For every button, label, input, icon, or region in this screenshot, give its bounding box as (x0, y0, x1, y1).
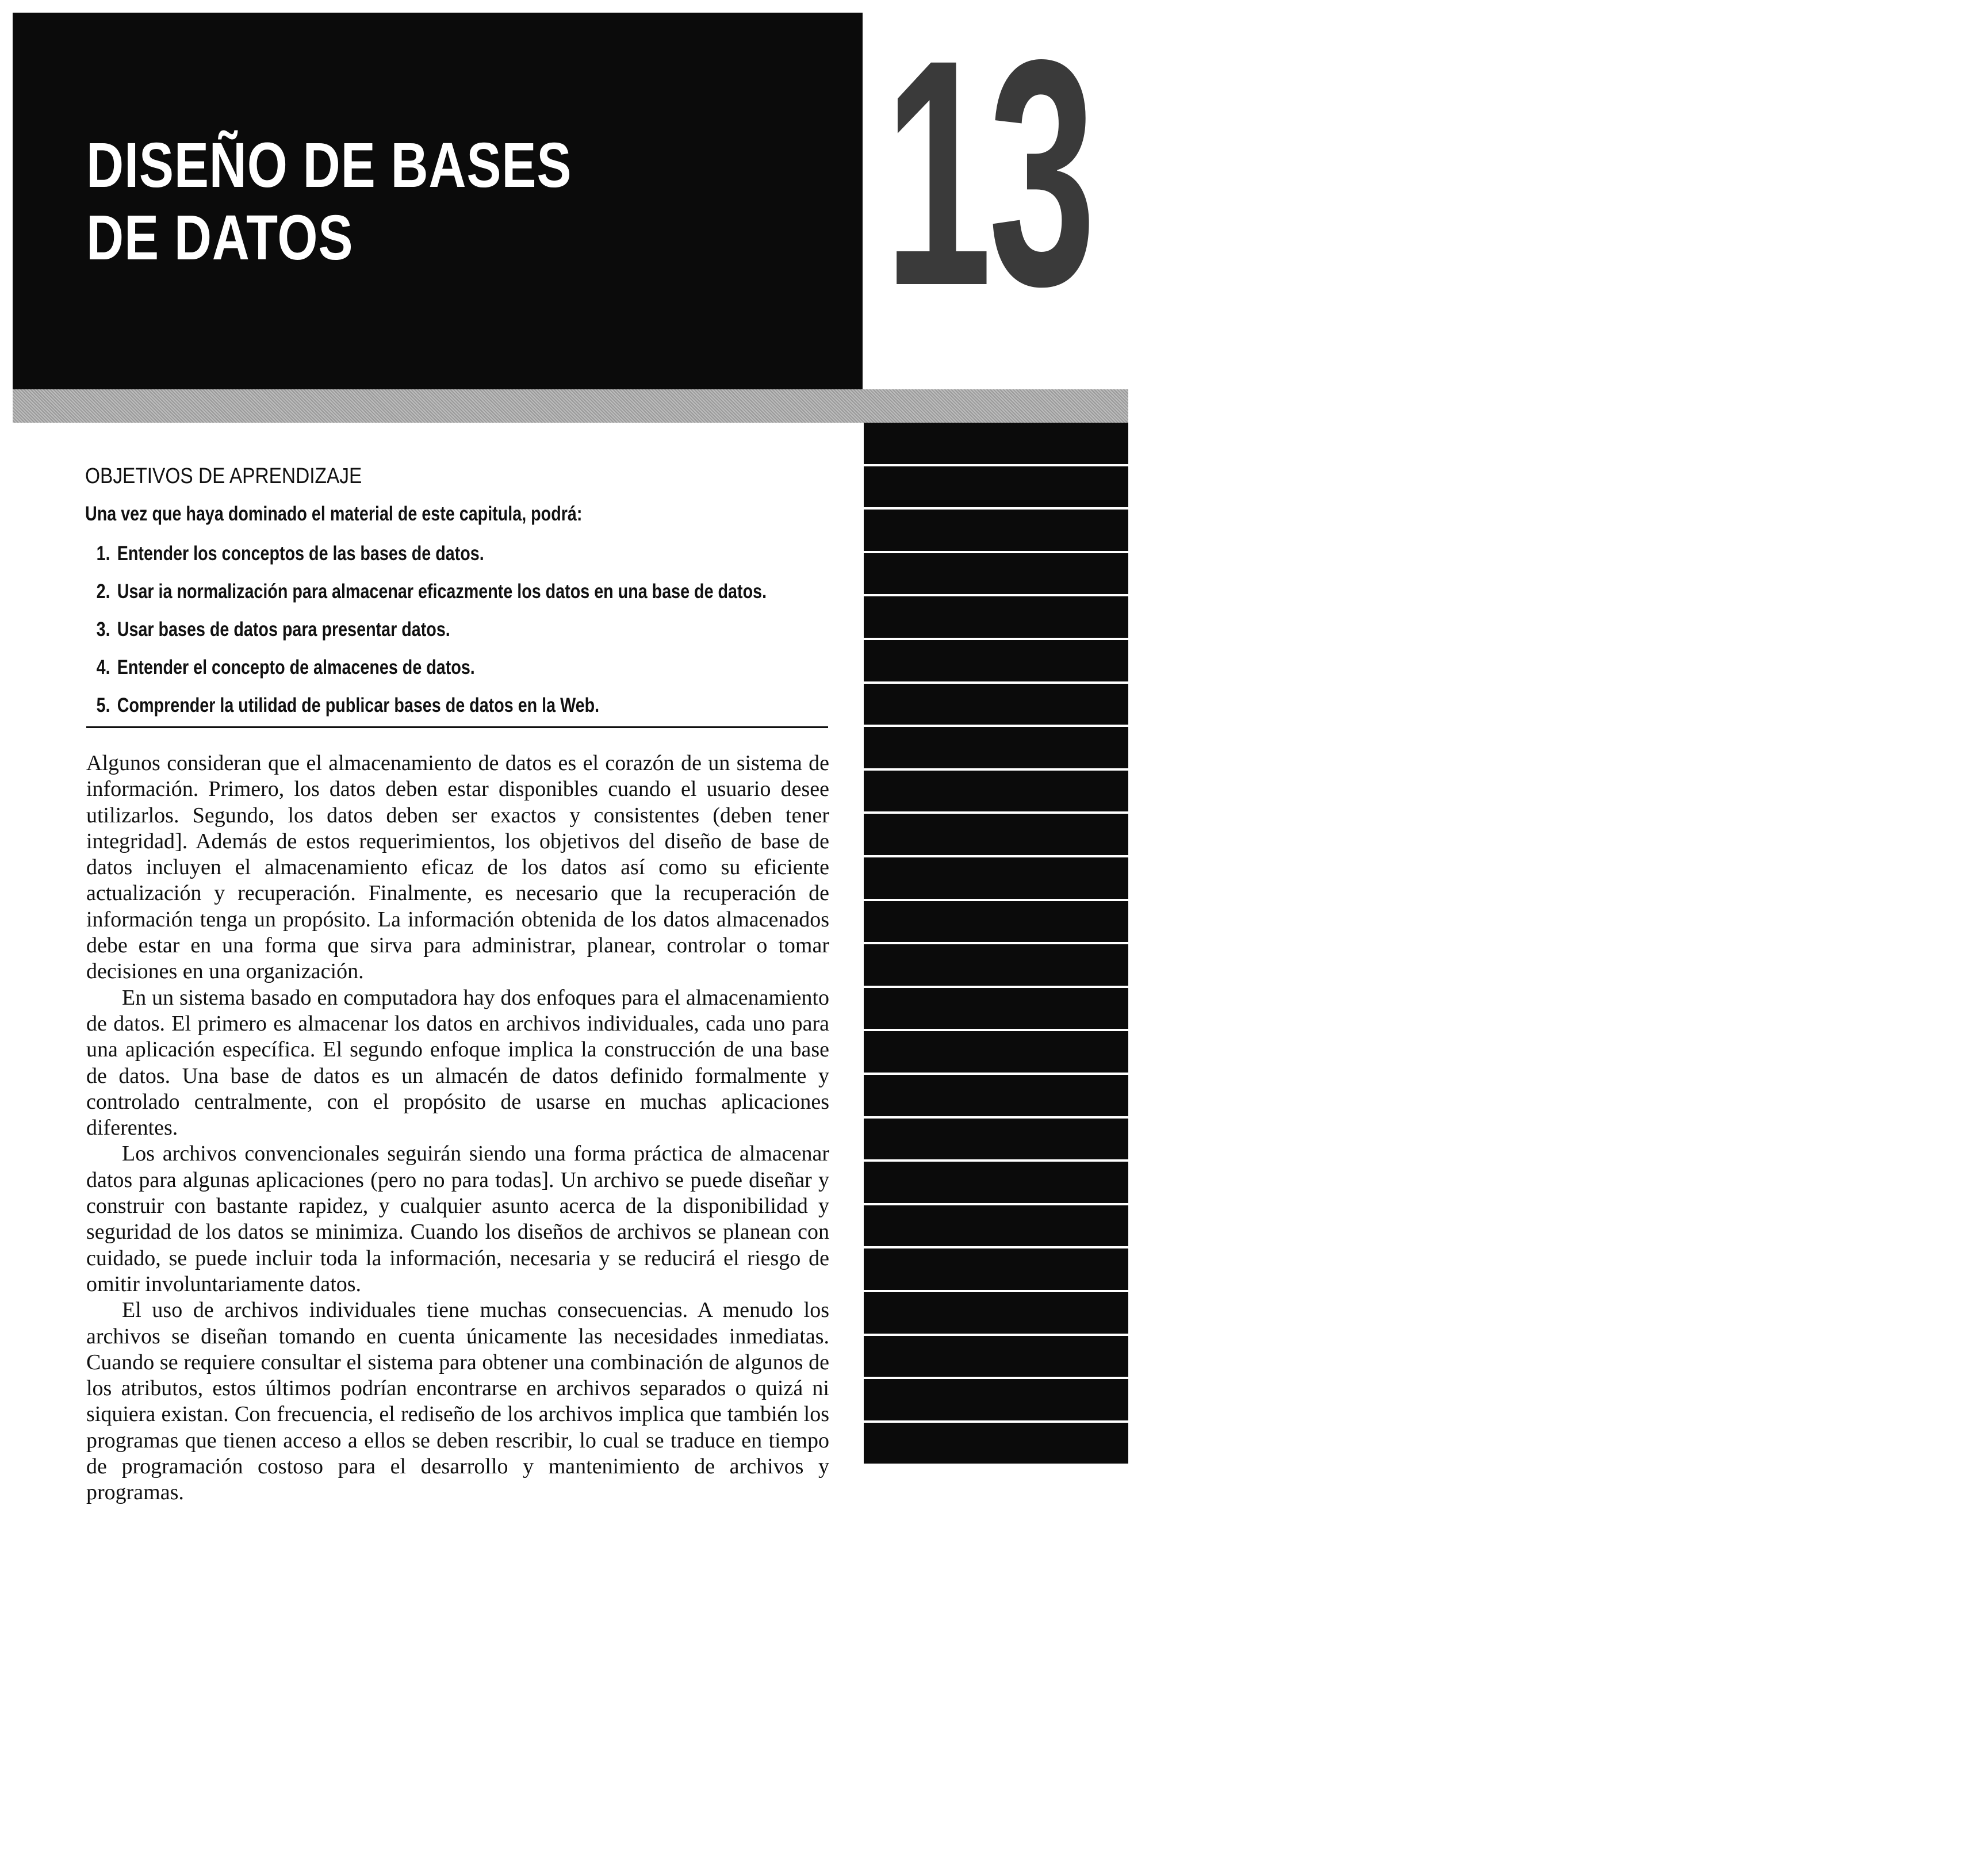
objective-number: 1. (96, 542, 110, 565)
objectives-heading: OBJETIVOS DE APRENDIZAJE (85, 464, 362, 488)
objective-item (85, 649, 698, 687)
side-stripe (864, 553, 1128, 595)
side-stripe (864, 1162, 1128, 1203)
objective-number: 4. (96, 656, 110, 679)
objective-number: 3. (96, 618, 110, 641)
objective-text: Usar ia normalización para almacenar eficazmente los datos en una base de datos. (117, 580, 767, 603)
objective-item (85, 687, 698, 725)
side-stripe (864, 988, 1128, 1029)
side-stripe (864, 1292, 1128, 1334)
side-stripe (864, 814, 1128, 855)
side-stripe (864, 901, 1128, 943)
body-text (86, 750, 829, 1506)
side-stripe (864, 466, 1128, 508)
chapter-title-line-1: DISEÑO DE BASES (86, 130, 572, 201)
objective-number: 2. (96, 580, 110, 603)
section-rule (86, 726, 828, 728)
body-paragraph: Algunos consideran que el almacenamiento de datos es el corazón de un sistema de información. Primero, los datos deben estar disponibles cuando el usuario desee utilizarlos. Segundo, los datos deben ser exactos y consistentes (deben tener integridad]. Además de estos requerimientos, los objetivos del diseño de base de datos incluyen el almacenamiento eficaz de los datos así como su eficiente actualización y recuperación. Finalmente, es necesario que la recuperación de información tenga un propósito. La información obtenida de los datos almacenados debe estar en una forma que sirva para administrar, planear, controlar o tomar decisiones en una organización. (86, 751, 829, 984)
objective-text: Entender los conceptos de las bases de datos. (117, 542, 484, 565)
side-stripes (864, 423, 1988, 1866)
objectives-list (85, 535, 833, 725)
body-paragraph: El uso de archivos individuales tiene muchas consecuencias. A menudo los archivos se diseñan tomando en cuenta únicamente las necesidades inmediatas. Cuando se requiere consultar el sistema para obtener una combinación de algunos de los atributos, estos últimos podrían encontrarse en archivos separados o quizá ni siquiera existan. Con frecuencia, el rediseño de los archivos implica que también los programas que tienen acceso a ellos se deben rescribir, lo cual se traduce en tiempo de programación costoso para el desarrollo y mantenimiento de archivos y programas. (86, 1298, 829, 1505)
side-stripe (864, 944, 1128, 986)
objective-text: Usar bases de datos para presentar datos. (117, 618, 450, 641)
side-stripe (864, 510, 1128, 551)
body-paragraph: Los archivos convencionales seguirán siendo una forma práctica de almacenar datos para algunas aplicaciones (pero no para todas]. Un archivo se puede diseñar y construir con bastante rapidez, y cualquier asunto acerca de la disponibilidad y seguridad de los datos se minimiza. Cuando los diseños de archivos se planean con cuidado, se puede incluir toda la información, necesaria y se reducirá el riesgo de omitir involuntariamente datos. (86, 1142, 829, 1296)
side-stripe (864, 1336, 1128, 1377)
chapter-number: 13 (884, 0, 1093, 353)
side-stripe (864, 857, 1128, 899)
side-stripe (864, 1031, 1128, 1073)
side-stripe (864, 684, 1128, 725)
side-stripe (864, 596, 1128, 638)
page-number: 443 (1952, 1837, 1988, 1866)
side-stripe (864, 1205, 1128, 1247)
grey-band-divider (13, 389, 1128, 423)
learning-objectives (85, 460, 833, 725)
objective-item (85, 573, 767, 611)
objective-text: Comprender la utilidad de publicar bases de datos en la Web. (117, 694, 600, 717)
side-stripe (864, 727, 1128, 768)
objectives-intro: Una vez que haya dominado el material de este capitula, podrá: (85, 503, 583, 525)
side-stripe (864, 1119, 1128, 1160)
chapter-title-line-2: DE DATOS (86, 202, 354, 273)
objective-item (85, 535, 698, 573)
side-stripe (864, 423, 1128, 464)
side-stripe (864, 771, 1128, 812)
body-paragraph: En un sistema basado en computadora hay dos enfoques para el almacenamiento de datos. El primero es almacenar los datos en archivos individuales, cada uno para una aplicación específica. El segundo enfoque implica la construcción de una base de datos. Una base de datos es un almacén de datos definido formalmente y controlado centralmente, con el propósito de usarse en muchas aplicaciones diferentes. (86, 985, 829, 1140)
objective-number: 5. (96, 694, 110, 717)
chapter-title (86, 129, 605, 274)
side-stripe (864, 1248, 1128, 1290)
side-stripe (864, 640, 1128, 681)
side-stripe (864, 1075, 1128, 1116)
side-stripe (864, 1379, 1128, 1420)
objective-item (85, 611, 698, 649)
objective-text: Entender el concepto de almacenes de datos. (117, 656, 475, 679)
side-stripe (864, 1423, 1128, 1464)
